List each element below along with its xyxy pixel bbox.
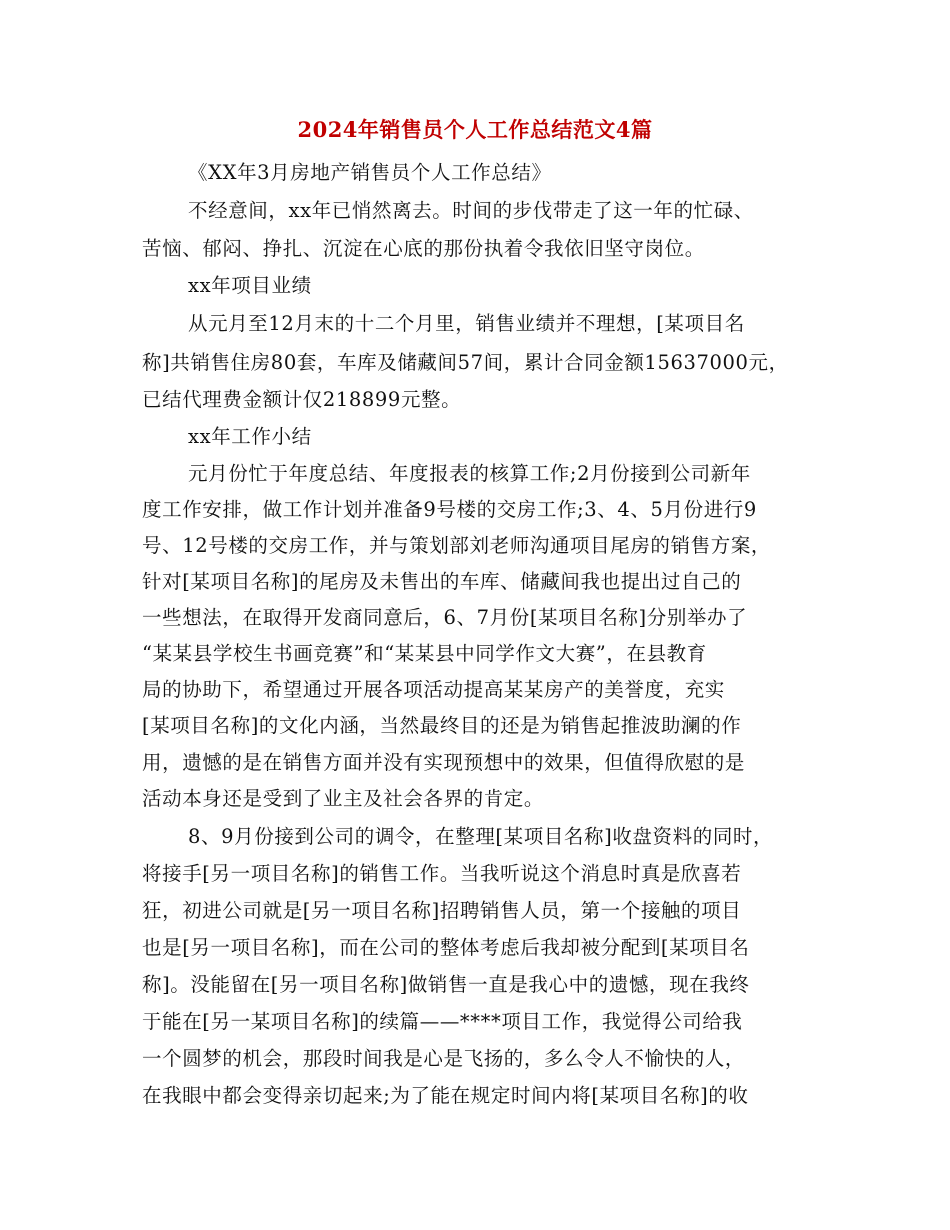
text-line: 苦恼、郁闷、挣扎、沉淀在心底的那份执着令我依旧坚守岗位。: [142, 237, 705, 260]
text-line: 称]。没能留在[另一项目名称]做销售一直是我心中的遗憾，现在我终: [142, 973, 750, 996]
document-title: 2024年销售员个人工作总结范文4篇: [297, 117, 653, 142]
text-line: 活动本身还是受到了业主及社会各界的肯定。: [142, 787, 545, 810]
text-line: 度工作安排，做工作计划并准备9号楼的交房工作;3、4、5月份进行9: [142, 498, 757, 521]
text-line: 8、9月份接到公司的调令，在整理[某项目名称]收盘资料的同时，: [188, 825, 774, 848]
text-line: “某某县学校生书画竞赛”和“某某县中同学作文大赛”，在县教育: [142, 642, 707, 665]
text-line: 从元月至12月末的十二个月里，销售业绩并不理想，[某项目名: [188, 312, 745, 335]
text-line: 狂，初进公司就是[另一项目名称]招聘销售人员，第一个接触的项目: [142, 899, 742, 922]
text-line: 一些想法，在取得开发商同意后，6、7月份[某项目名称]分别举办了: [142, 606, 748, 629]
text-line: 《XX年3月房地产销售员个人工作总结》: [188, 161, 552, 184]
text-line: 用，遗憾的是在销售方面并没有实现预想中的效果，但值得欣慰的是: [142, 751, 746, 774]
text-line: 在我眼中都会变得亲切起来;为了能在规定时间内将[某项目名称]的收: [142, 1084, 749, 1107]
text-line: 针对[某项目名称]的尾房及未售出的车库、储藏间我也提出过自己的: [142, 570, 742, 593]
text-line: 已结代理费金额计仅218899元整。: [142, 388, 462, 411]
text-line: [某项目名称]的文化内涵，当然最终目的还是为销售起推波助澜的作: [142, 714, 742, 737]
text-line: 局的协助下，希望通过开展各项活动提高某某房产的美誉度，充实: [142, 678, 725, 701]
text-line: xx年工作小结: [188, 425, 312, 448]
text-line: 一个圆梦的机会，那段时间我是心是飞扬的，多么令人不愉快的人，: [142, 1047, 746, 1070]
text-line: 也是[另一项目名称]，而在公司的整体考虑后我却被分配到[某项目名: [142, 936, 750, 959]
text-line: xx年项目业绩: [188, 274, 312, 297]
text-line: 将接手[另一项目名称]的销售工作。当我听说这个消息时真是欣喜若: [142, 862, 742, 885]
text-line: 元月份忙于年度总结、年度报表的核算工作;2月份接到公司新年: [188, 462, 751, 485]
text-line: 称]共销售住房80套，车库及储藏间57间，累计合同金额15637000元，: [142, 351, 789, 374]
text-line: 于能在[另一某项目名称]的续篇——****项目工作，我觉得公司给我: [142, 1010, 743, 1033]
text-line: 号、12号楼的交房工作，并与策划部刘老师沟通项目尾房的销售方案，: [142, 534, 772, 557]
text-line: 不经意间，xx年已悄然离去。时间的步伐带走了这一年的忙碌、: [188, 199, 754, 222]
